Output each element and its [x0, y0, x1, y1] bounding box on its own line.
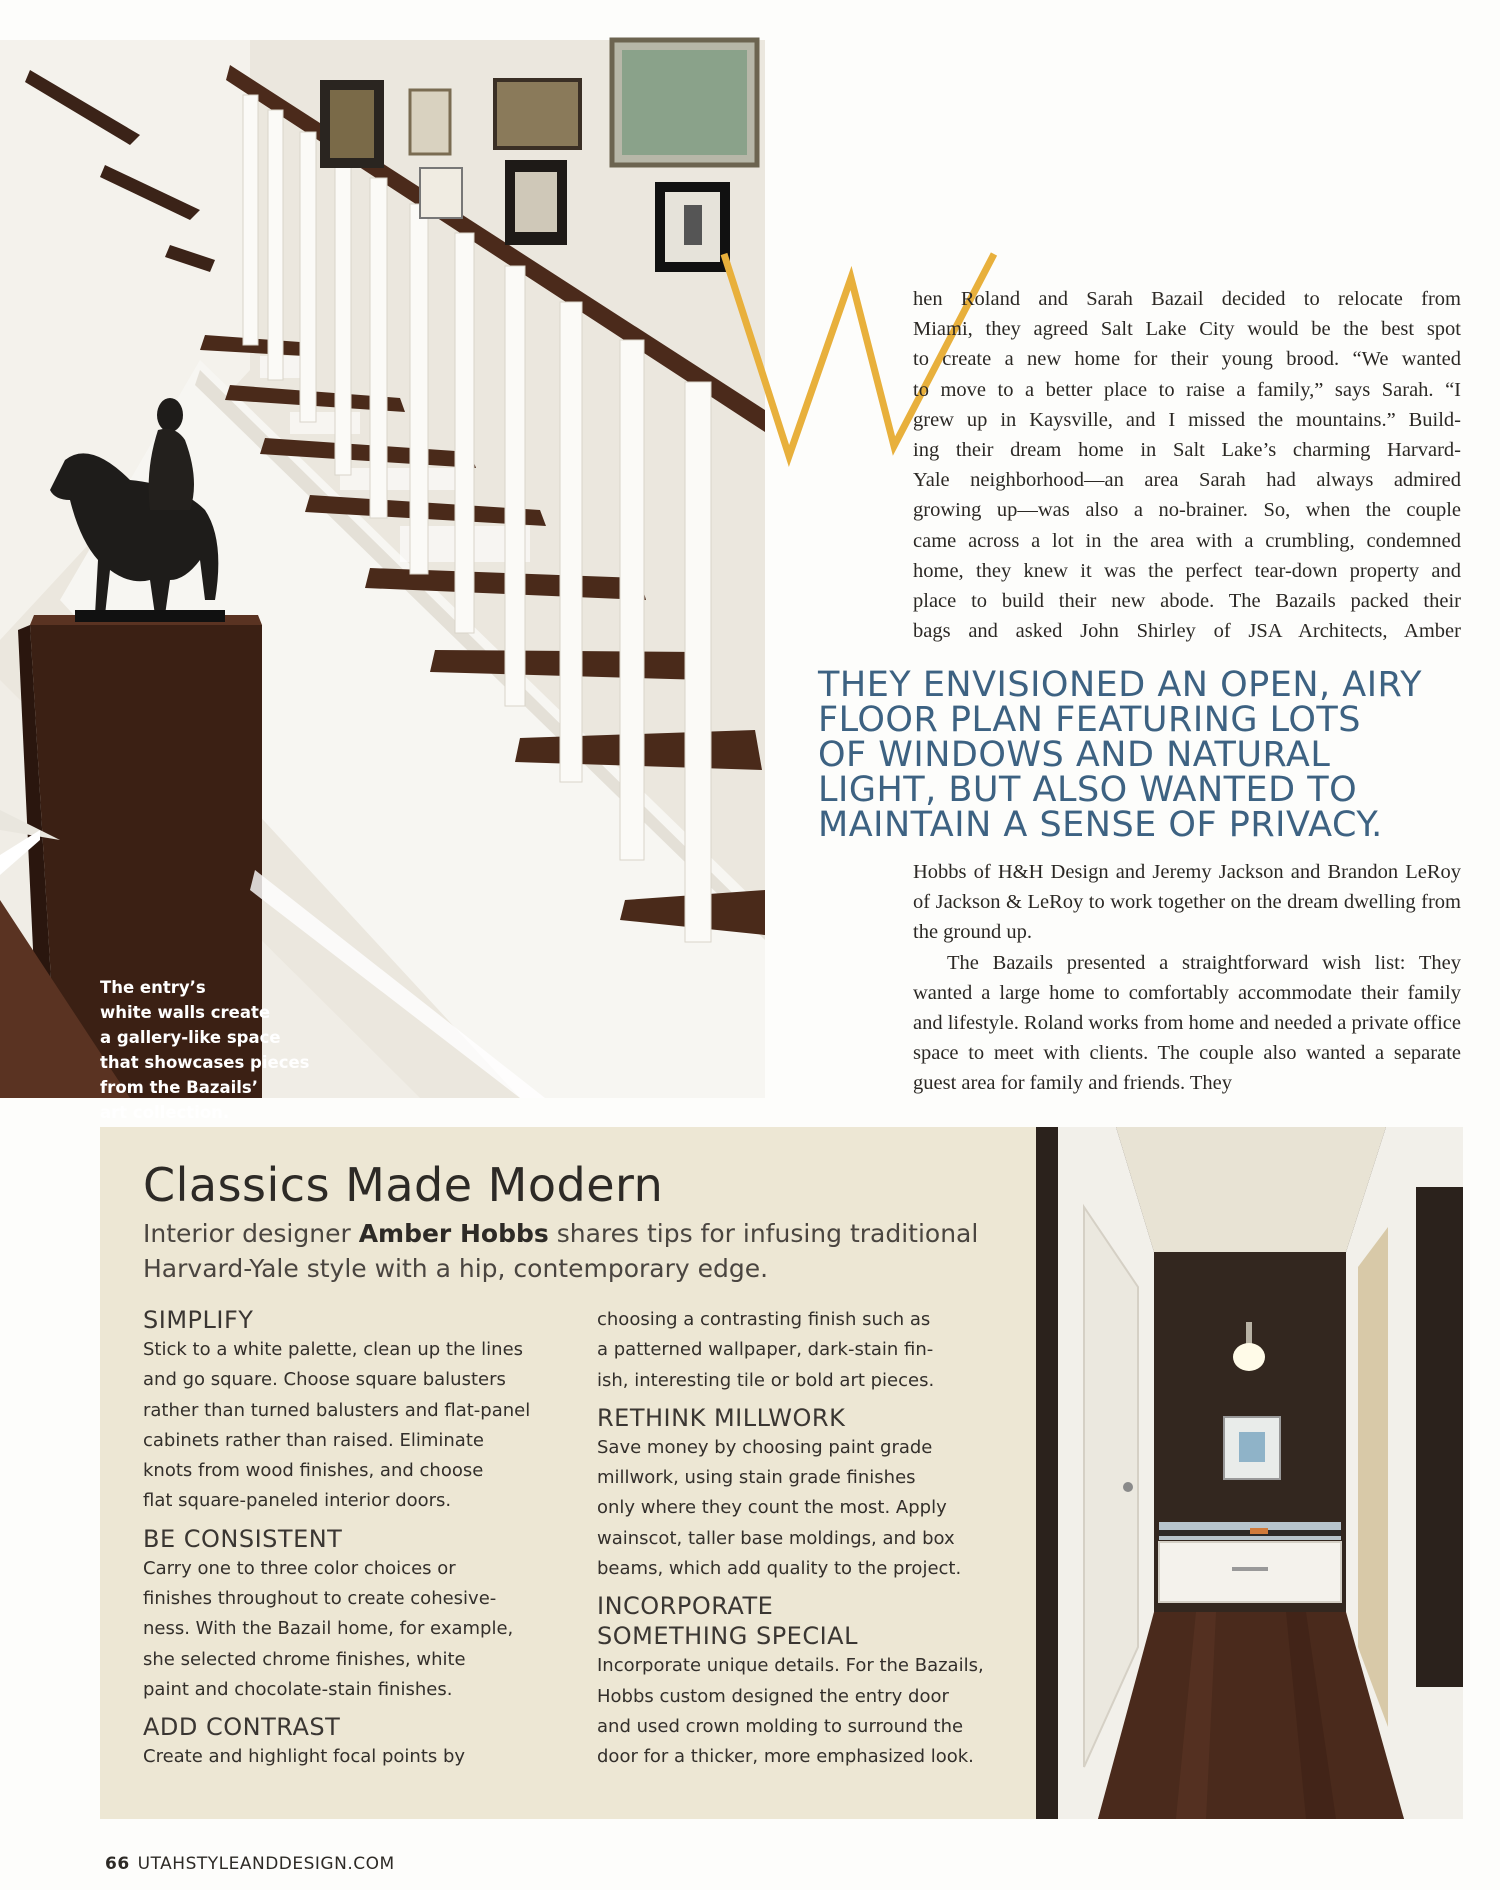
- pull-quote-line: THEY ENVISIONED AN OPEN, AIRY: [818, 665, 1423, 705]
- tip-heading: RETHINK MILLWORK: [597, 1403, 846, 1432]
- pull-quote-line: LIGHT, BUT ALSO WANTED TO: [818, 770, 1358, 810]
- tip-line: cabinets rather than raised. Eliminate: [143, 1429, 484, 1451]
- sidebar-tips-box: [100, 1127, 1036, 1819]
- tip-line: Hobbs custom designed the entry door: [597, 1685, 949, 1707]
- article-line: to create a new home for their young brood. “We wanted: [913, 348, 1461, 371]
- caption-line: white walls create: [100, 1003, 271, 1022]
- tip-line: Save money by choosing paint grade: [597, 1436, 933, 1458]
- tip-heading: SIMPLIFY: [143, 1306, 254, 1334]
- tip-line: flat square-paneled interior doors.: [143, 1490, 452, 1512]
- pull-quote-line: FLOOR PLAN FEATURING LOTS: [818, 700, 1362, 740]
- tip-line: beams, which add quality to the project.: [597, 1558, 962, 1580]
- pull-quote-line: MAINTAIN A SENSE OF PRIVACY.: [818, 805, 1383, 845]
- tip-be-consistent: [143, 1524, 573, 1705]
- article-line: ing their dream home in Salt Lake’s charming Harvard-: [913, 439, 1461, 462]
- sidebar-subtitle: [143, 1216, 1043, 1286]
- caption-line: that showcases pieces: [100, 1053, 310, 1072]
- article-line: Miami, they agreed Salt Lake City would be the best spot: [913, 318, 1461, 341]
- tip-line: Incorporate unique details. For the Bazails,: [597, 1655, 984, 1677]
- sidebar-title: Classics Made Modern: [143, 1158, 664, 1212]
- tip-heading: ADD CONTRAST: [143, 1713, 341, 1742]
- page-footer: [105, 1854, 395, 1874]
- sidebar-left-column: [143, 1305, 573, 1780]
- tip-line: ness. With the Bazail home, for example,: [143, 1618, 514, 1640]
- tip-line: a patterned wallpaper, dark-stain fin-: [597, 1339, 934, 1361]
- tip-line: door for a thicker, more emphasized look.: [597, 1746, 974, 1768]
- subtitle-text: Interior designer: [143, 1219, 359, 1248]
- caption-line: from the Bazails’: [100, 1078, 259, 1097]
- hallway-illustration: [1036, 1127, 1463, 1819]
- tip-line: finishes throughout to create cohesive-: [143, 1588, 497, 1610]
- tip-line: millwork, using stain grade finishes: [597, 1467, 916, 1489]
- caption-line: art collection.: [100, 1103, 230, 1122]
- article-line: grew up in Kaysville, and I missed the mountains.” Build-: [913, 408, 1461, 431]
- tip-heading: BE CONSISTENT: [143, 1524, 343, 1553]
- article-line: hen Roland and Sarah Bazail decided to relocate from: [913, 288, 1461, 310]
- tip-simplify: [143, 1305, 573, 1517]
- tip-line: rather than turned balusters and flat-panel: [143, 1399, 531, 1421]
- tip-line: wainscot, taller base moldings, and box: [597, 1527, 955, 1549]
- tip-line: choosing a contrasting finish such as: [597, 1309, 931, 1330]
- staircase-photo: [0, 40, 765, 1122]
- article-line: Yale neighborhood—an area Sarah had always admired: [913, 469, 1461, 492]
- article-line: place to build their new abode. The Bazails packed their: [913, 590, 1461, 613]
- article-opening: [913, 284, 1461, 646]
- tip-line: Stick to a white palette, clean up the lines: [143, 1339, 524, 1360]
- pull-quote-line: OF WINDOWS AND NATURAL: [818, 735, 1331, 775]
- tip-rethink-millwork: [597, 1403, 1027, 1584]
- article-line: to move to a better place to raise a family,” says Sarah. “I: [913, 378, 1461, 401]
- pull-quote: [818, 665, 1468, 845]
- tip-line: she selected chrome finishes, white: [143, 1648, 466, 1670]
- article-line: came across a lot in the area with a crumbling, condemned: [913, 529, 1461, 552]
- tip-line: knots from wood finishes, and choose: [143, 1460, 484, 1482]
- subtitle-text: shares tips for infusing traditional Harvard-Yale style with a hip, contemporary edge.: [143, 1219, 979, 1283]
- designer-name: Amber Hobbs: [358, 1219, 549, 1248]
- caption-line: The entry’s: [100, 978, 206, 997]
- hallway-photo: [1036, 1127, 1463, 1819]
- tip-heading: SOMETHING SPECIAL: [597, 1622, 858, 1651]
- tip-add-contrast: [143, 1712, 573, 1772]
- tip-line: only where they count the most. Apply: [597, 1497, 947, 1519]
- tip-add-contrast-continued: [597, 1305, 1027, 1396]
- tip-heading: INCORPORATE: [597, 1592, 774, 1621]
- tip-line: paint and chocolate-stain finishes.: [143, 1678, 453, 1700]
- drop-cap-text: W: [718, 250, 719, 251]
- caption-line: a gallery-like space: [100, 1028, 281, 1047]
- tip-incorporate-something-special: [597, 1591, 1027, 1772]
- page-number: 66: [105, 1854, 130, 1874]
- article-paragraph: Hobbs of H&H Design and Jeremy Jackson and Brandon LeRoy of Jackson & LeRoy to work together on the dream dwelling from the ground up.: [913, 861, 1461, 944]
- tip-line: ish, interesting tile or bold art pieces.: [597, 1369, 935, 1391]
- tip-line: and go square. Choose square balusters: [143, 1369, 506, 1391]
- staircase-illustration: [0, 40, 765, 1098]
- sidebar-right-column: [597, 1305, 1027, 1780]
- article-line: bags and asked John Shirley of JSA Architects, Amber: [913, 620, 1461, 643]
- article-paragraph: The Bazails presented a straightforward wish list: They wanted a large home to comfortably accommodate their family and lifestyle. Roland works from home and needed a private office space to meet with clients. The couple also wanted a separate guest area for family and friends. They: [913, 951, 1461, 1095]
- article-continuation: [913, 857, 1461, 1099]
- article-line: growing up—was also a no-brainer. So, when the couple: [913, 499, 1461, 522]
- tip-line: Create and highlight focal points by: [143, 1746, 466, 1768]
- article-line: home, they knew it was the perfect tear-down property and: [913, 559, 1461, 582]
- photo-caption: [100, 975, 320, 1125]
- tip-line: and used crown molding to surround the: [597, 1715, 964, 1737]
- tip-line: Carry one to three color choices or: [143, 1557, 456, 1579]
- site-url: UTAHSTYLEANDDESIGN.COM: [137, 1854, 395, 1874]
